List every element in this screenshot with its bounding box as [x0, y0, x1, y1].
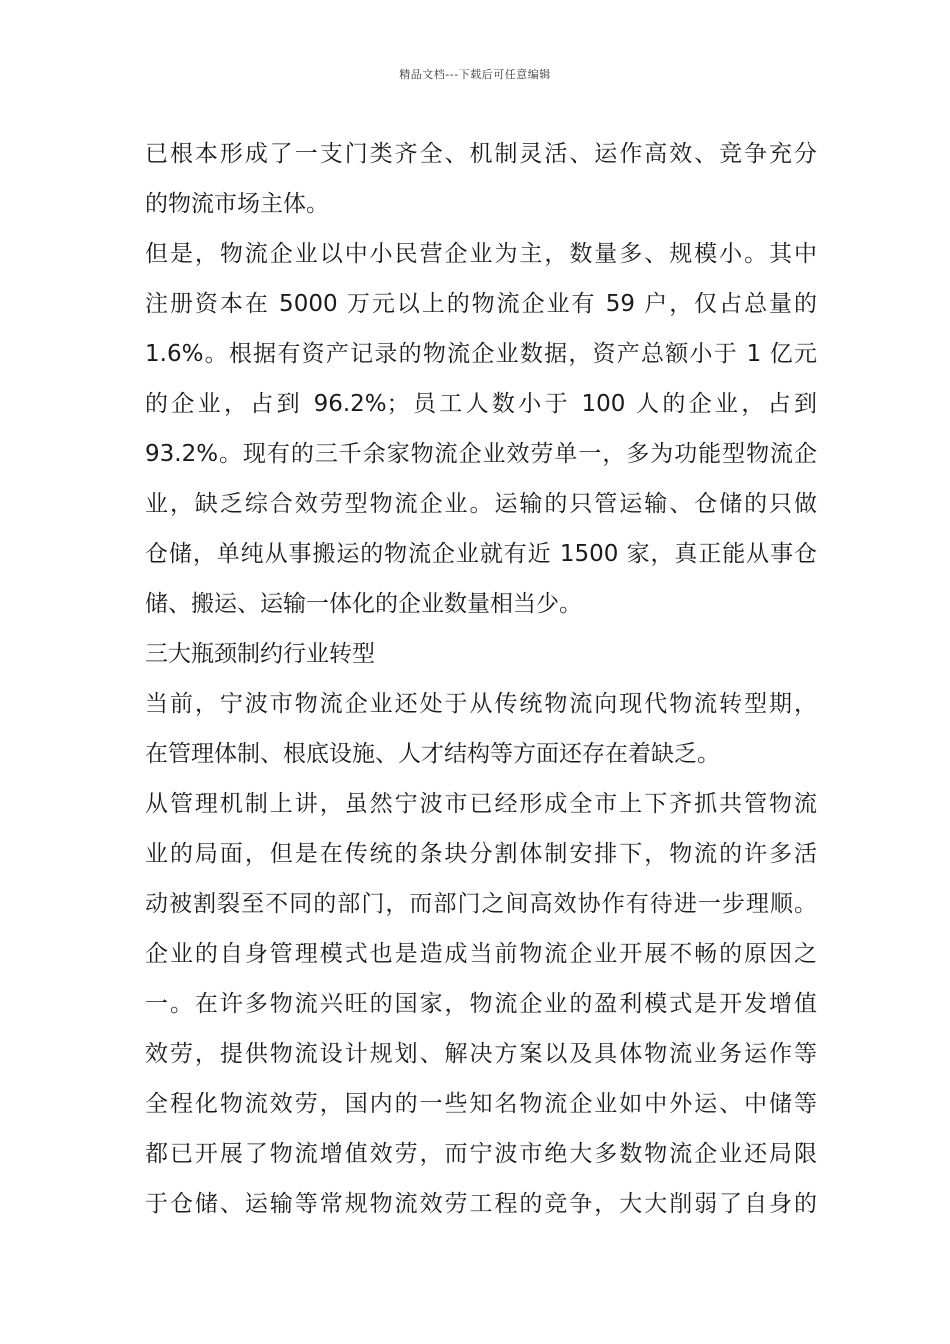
text-line: 当前，宁波市物流企业还处于从传统物流向现代物流转型期，	[145, 691, 817, 717]
text-line: 于仓储、运输等常规物流效劳工程的竞争，大大削弱了自身的	[145, 1191, 817, 1217]
text-line: 1.6%。根据有资产记录的物流企业数据，资产总额小于 1 亿元	[145, 341, 817, 367]
text-line: 储、搬运、运输一体化的企业数量相当少。	[145, 591, 582, 617]
document-body	[145, 132, 817, 1232]
text-line: 企业的自身管理模式也是造成当前物流企业开展不畅的原因之	[145, 941, 817, 967]
text-line: 动被割裂至不同的部门，而部门之间高效协作有待进一步理顺。	[145, 891, 817, 917]
text-line: 业的局面，但是在传统的条块分割体制安排下，物流的许多活	[145, 841, 817, 867]
text-line: 的企业，占到 96.2%；员工人数小于 100 人的企业，占到	[145, 391, 817, 417]
text-line: 在管理体制、根底设施、人才结构等方面还存在着缺乏。	[145, 741, 720, 767]
text-line: 93.2%。现有的三千余家物流企业效劳单一，多为功能型物流企	[145, 441, 817, 467]
text-line: 仓储，单纯从事搬运的物流企业就有近 1500 家，真正能从事仓	[145, 541, 817, 567]
text-line: 效劳，提供物流设计规划、解决方案以及具体物流业务运作等	[145, 1041, 817, 1067]
section-heading: 三大瓶颈制约行业转型	[145, 641, 375, 667]
text-line: 一。在许多物流兴旺的国家，物流企业的盈利模式是开发增值	[145, 991, 817, 1017]
text-line: 全程化物流效劳，国内的一些知名物流企业如中外运、中储等	[145, 1091, 817, 1117]
text-line: 的物流市场主体。	[145, 191, 329, 217]
text-line: 但是，物流企业以中小民营企业为主，数量多、规模小。其中	[145, 241, 817, 267]
page-header: 精品文档---下载后可任意编辑	[399, 68, 551, 81]
text-line: 都已开展了物流增值效劳，而宁波市绝大多数物流企业还局限	[145, 1141, 817, 1167]
text-line: 已根本形成了一支门类齐全、机制灵活、运作高效、竞争充分	[145, 141, 817, 167]
text-line: 业，缺乏综合效劳型物流企业。运输的只管运输、仓储的只做	[145, 491, 817, 517]
text-line: 从管理机制上讲，虽然宁波市已经形成全市上下齐抓共管物流	[145, 791, 817, 817]
text-line: 注册资本在 5000 万元以上的物流企业有 59 户，仅占总量的	[145, 291, 817, 317]
